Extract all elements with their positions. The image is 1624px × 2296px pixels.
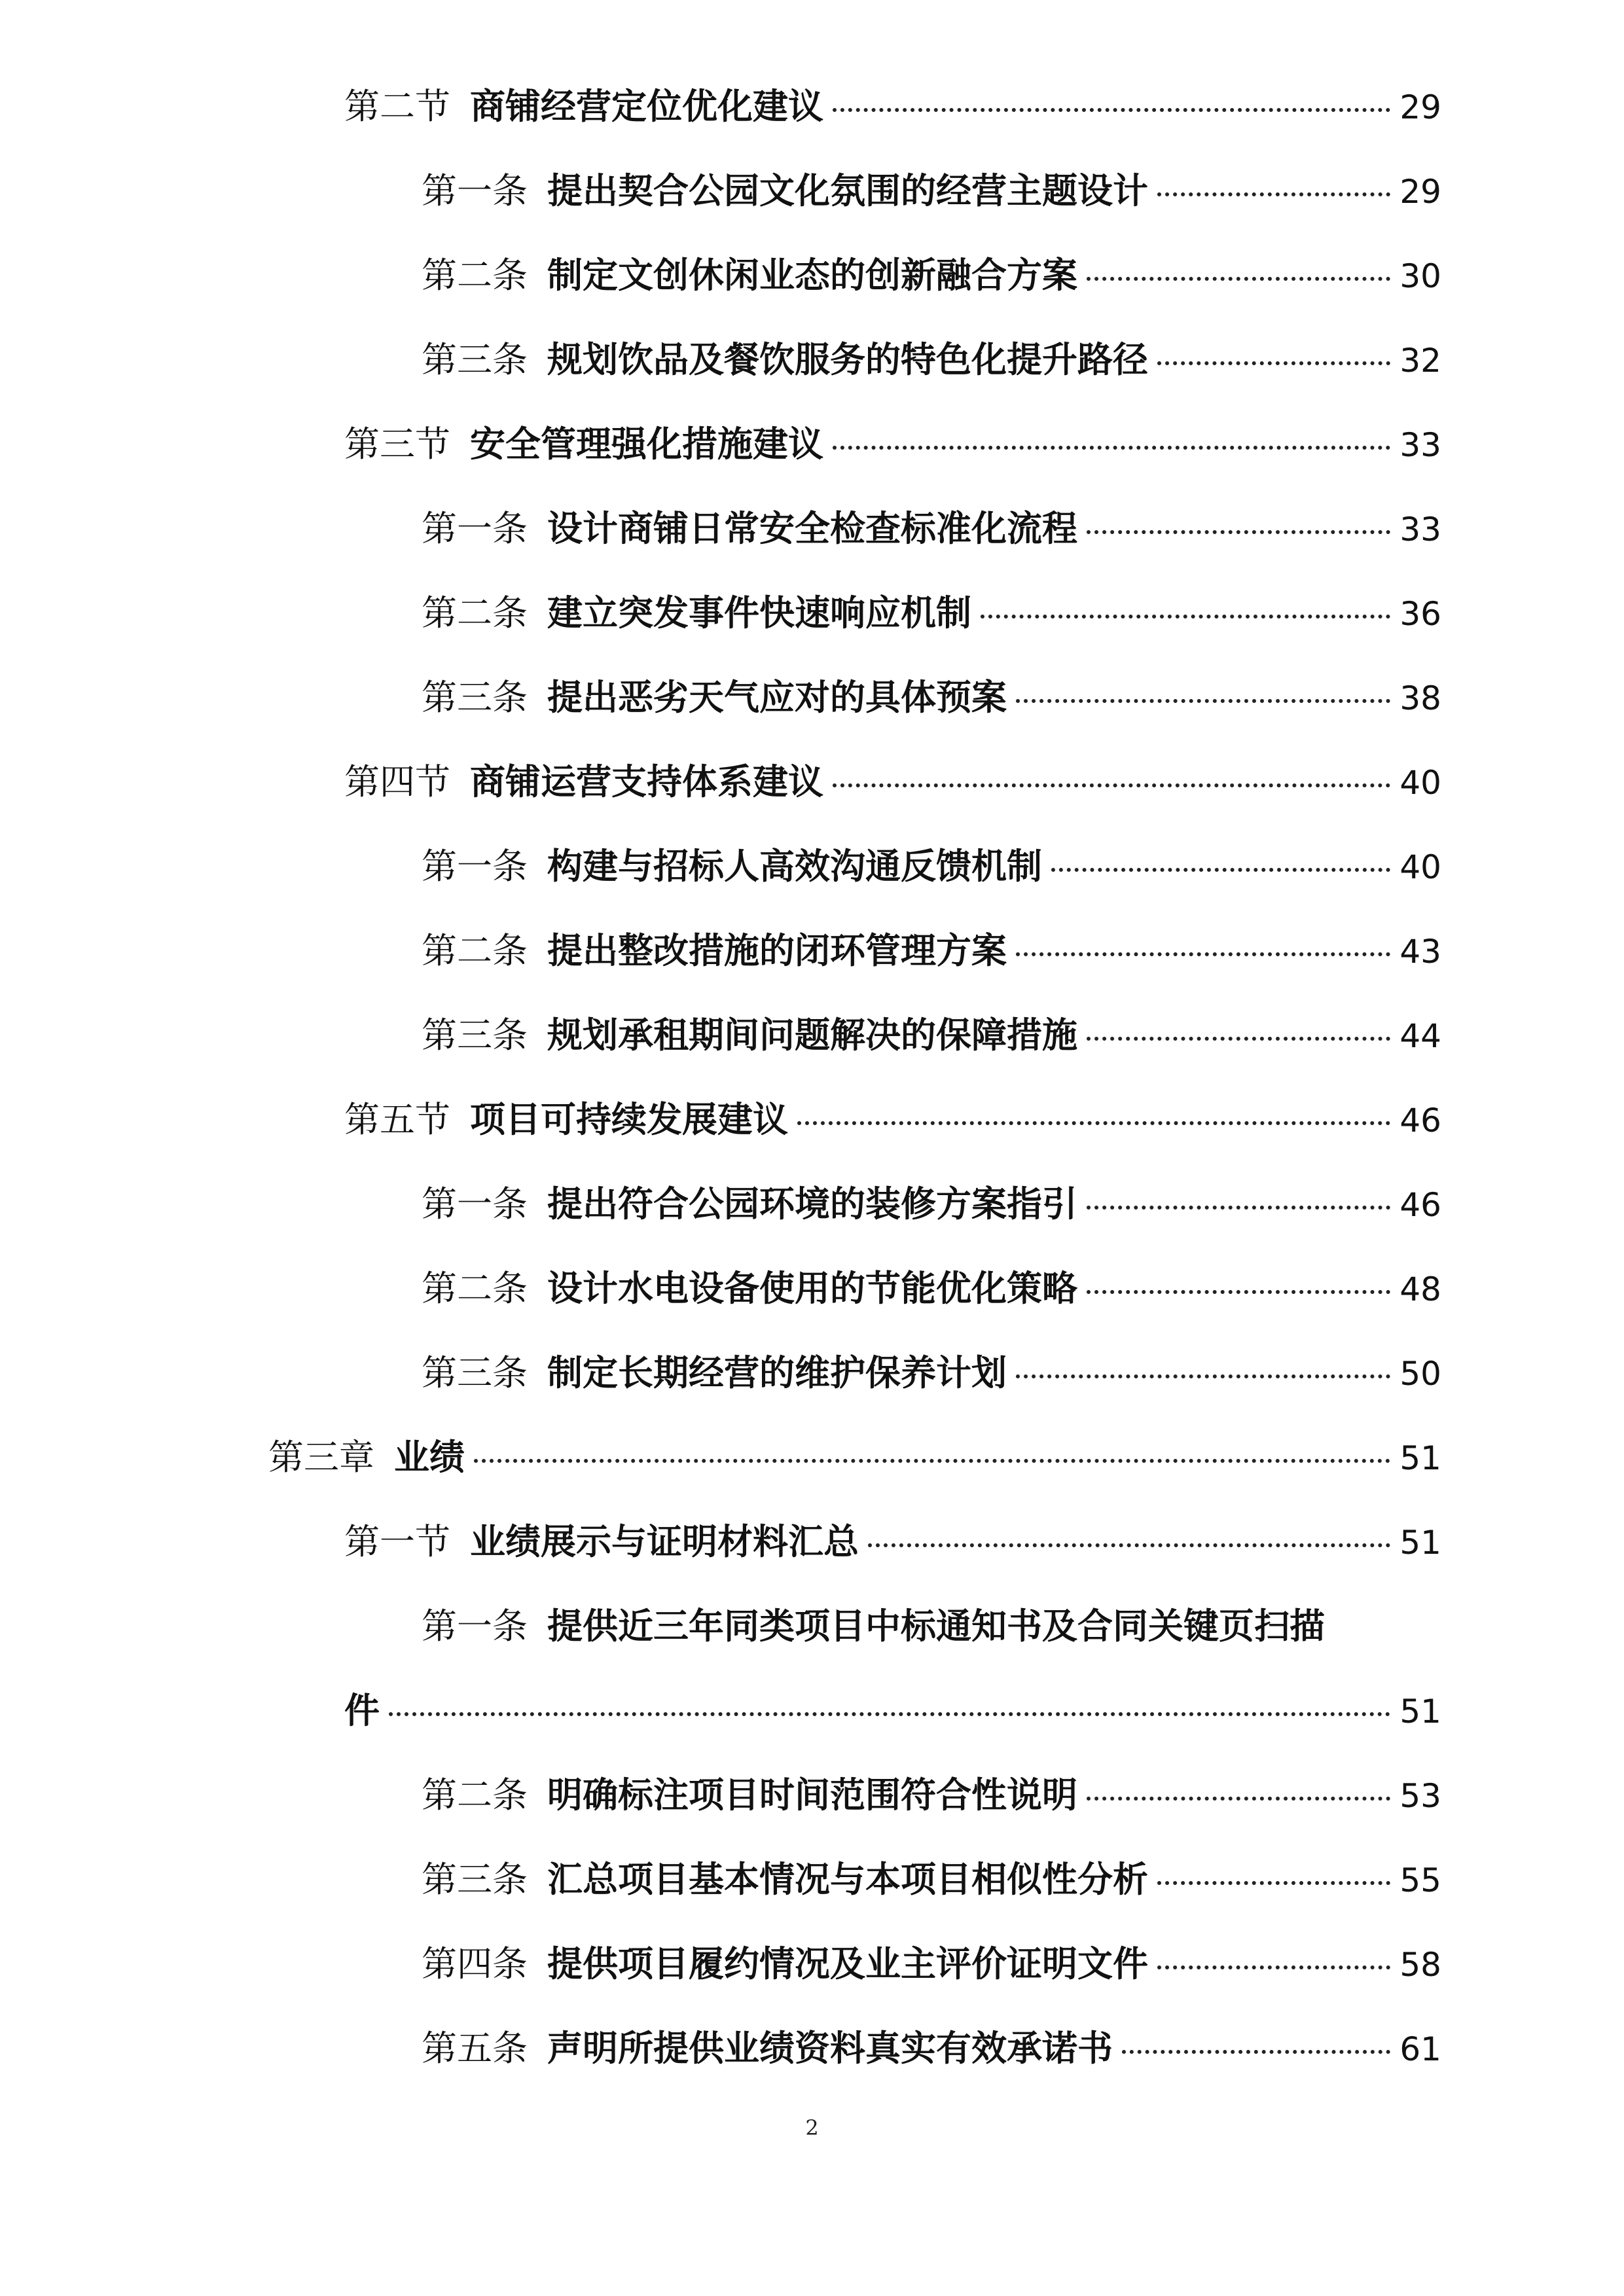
toc-entry-number: 第二条 [422, 592, 528, 634]
dot-leader [1016, 699, 1390, 703]
toc-entry-number: 第二节 [344, 86, 450, 127]
toc-entry-article[interactable] [422, 670, 1441, 728]
toc-entry-page: 46 [1399, 1102, 1441, 1139]
toc-entry-title: 安全管理强化措施建议 [470, 423, 823, 465]
dot-leader [1157, 361, 1390, 365]
toc-entry-title: 规划饮品及餐饮服务的特色化提升路径 [547, 338, 1148, 380]
toc-entry-article[interactable] [422, 1936, 1441, 1995]
toc-entry-title: 提供项目履约情况及业主评价证明文件 [547, 1943, 1148, 1984]
dot-leader [1087, 277, 1390, 281]
dot-leader [1087, 1797, 1390, 1801]
toc-entry-title: 构建与招标人高效沟通反馈机制 [547, 845, 1042, 887]
toc-entry-article[interactable] [422, 1852, 1441, 1910]
toc-entry-article[interactable] [422, 247, 1441, 306]
dot-leader [1016, 952, 1390, 956]
dot-leader [833, 783, 1390, 787]
toc-entry-number: 第二条 [422, 1268, 528, 1309]
toc-entry-number: 第三章 [268, 1437, 374, 1478]
toc-entry-title: 提供近三年同类项目中标通知书及合同关键页扫描 [547, 1605, 1325, 1647]
toc-entry-title: 商铺经营定位优化建议 [470, 85, 823, 127]
dot-leader [474, 1459, 1390, 1463]
dot-leader [833, 446, 1390, 450]
toc-entry-title-continuation: 件 [344, 1689, 380, 1731]
toc-entry-number: 第三节 [344, 423, 450, 465]
toc-entry-number: 第五条 [422, 2028, 528, 2069]
toc-entry-number: 第三条 [422, 339, 528, 380]
toc-entry-section[interactable] [344, 416, 1441, 475]
toc-entry-title: 制定文创休闲业态的创新融合方案 [547, 254, 1077, 296]
dot-leader [1016, 1374, 1390, 1378]
toc-entry-page: 53 [1399, 1777, 1441, 1815]
toc-entry-title: 提出整改措施的闭环管理方案 [547, 929, 1007, 971]
toc-entry-title: 设计商铺日常安全检查标准化流程 [547, 507, 1077, 549]
dot-leader [1157, 1965, 1390, 1969]
toc-entry-title: 声明所提供业绩资料真实有效承诺书 [547, 2027, 1113, 2069]
toc-entry-number: 第二条 [422, 930, 528, 971]
toc-entry-page: 51 [1399, 1439, 1441, 1477]
toc-entry-page: 51 [1399, 1693, 1441, 1731]
toc-entry-page: 36 [1399, 595, 1441, 633]
dot-leader [868, 1543, 1390, 1547]
toc-entry-page: 40 [1399, 848, 1441, 886]
toc-entry-page: 46 [1399, 1186, 1441, 1224]
toc-entry-number: 第四条 [422, 1943, 528, 1984]
toc-entry-article[interactable] [422, 501, 1441, 560]
toc-entry-title: 规划承租期间问题解决的保障措施 [547, 1014, 1077, 1056]
toc-entry-section[interactable] [344, 1092, 1441, 1151]
toc-entry-title: 业绩 [394, 1436, 465, 1478]
toc-entry-chapter[interactable] [268, 1429, 1441, 1488]
dot-leader [1157, 192, 1390, 196]
dot-leader [389, 1712, 1390, 1716]
dot-leader [1087, 1206, 1390, 1210]
toc-entry-section[interactable] [344, 79, 1441, 137]
dot-leader [1087, 1290, 1390, 1294]
toc-entry-title: 提出恶劣天气应对的具体预案 [547, 676, 1007, 718]
toc-entry-article-continuation[interactable] [344, 1683, 1441, 1742]
toc-entry-title: 汇总项目基本情况与本项目相似性分析 [547, 1858, 1148, 1900]
toc-entry-page: 44 [1399, 1017, 1441, 1055]
dot-leader [1087, 530, 1390, 534]
toc-entry-number: 第一条 [422, 1183, 528, 1225]
dot-leader [1122, 2050, 1390, 2054]
toc-entry-page: 43 [1399, 933, 1441, 971]
toc-entry-number: 第三条 [422, 1859, 528, 1900]
toc-entry-page: 29 [1399, 173, 1441, 211]
toc-entry-article[interactable] [422, 1007, 1441, 1066]
toc-entry-title: 设计水电设备使用的节能优化策略 [547, 1267, 1077, 1309]
toc-entry-page: 33 [1399, 511, 1441, 548]
toc-entry-article[interactable] [422, 1261, 1441, 1319]
dot-leader [797, 1121, 1390, 1125]
toc-entry-page: 58 [1399, 1946, 1441, 1984]
toc-entry-page: 29 [1399, 88, 1441, 126]
toc-entry-article[interactable] [422, 2020, 1441, 2079]
toc-entry-article[interactable] [422, 838, 1441, 897]
dot-leader [833, 108, 1390, 112]
dot-leader [1051, 868, 1390, 872]
toc-entry-article[interactable] [422, 332, 1441, 391]
toc-entry-title: 建立突发事件快速响应机制 [547, 592, 971, 634]
toc-entry-article[interactable] [422, 163, 1441, 222]
toc-entry-page: 30 [1399, 257, 1441, 295]
toc-entry-number: 第一条 [422, 1605, 528, 1647]
toc-entry-number: 第五节 [344, 1099, 450, 1140]
toc-entry-page: 40 [1399, 764, 1441, 802]
toc-entry-page: 48 [1399, 1270, 1441, 1308]
page-number: 2 [805, 2115, 819, 2140]
toc-entry-title: 商铺运营支持体系建议 [470, 761, 823, 802]
toc-entry-number: 第三条 [422, 1352, 528, 1393]
toc-entry-article[interactable] [422, 1767, 1441, 1826]
toc-entry-article[interactable] [422, 923, 1441, 982]
toc-entry-number: 第一条 [422, 170, 528, 211]
toc-entry-number: 第一条 [422, 508, 528, 549]
toc-entry-page: 33 [1399, 426, 1441, 464]
toc-entry-page: 32 [1399, 342, 1441, 380]
toc-entry-title: 项目可持续发展建议 [470, 1098, 788, 1140]
toc-entry-number: 第二条 [422, 1774, 528, 1816]
dot-leader [981, 615, 1390, 619]
toc-entry-page: 50 [1399, 1355, 1441, 1393]
toc-entry-number: 第四节 [344, 761, 450, 802]
toc-entry-page: 55 [1399, 1861, 1441, 1899]
toc-entry-number: 第一条 [422, 846, 528, 887]
toc-entry-page: 51 [1399, 1524, 1441, 1562]
toc-entry-article[interactable] [422, 1345, 1441, 1404]
toc-entry-number: 第三条 [422, 1014, 528, 1056]
dot-leader [1157, 1881, 1390, 1885]
toc-entry-title: 提出契合公园文化氛围的经营主题设计 [547, 170, 1148, 211]
toc-entry-title: 制定长期经营的维护保养计划 [547, 1352, 1007, 1393]
toc-entry-page: 61 [1399, 2030, 1441, 2068]
toc-entry-section[interactable] [344, 754, 1441, 813]
toc-entry-number: 第一节 [344, 1521, 450, 1562]
toc-entry-title: 业绩展示与证明材料汇总 [470, 1520, 859, 1562]
toc-entry-title: 明确标注项目时间范围符合性说明 [547, 1774, 1077, 1816]
toc-entry-number: 第二条 [422, 255, 528, 296]
toc-entry-number: 第三条 [422, 677, 528, 718]
toc-entry-page: 38 [1399, 679, 1441, 717]
dot-leader [1087, 1037, 1390, 1041]
toc-entry-article[interactable] [422, 1176, 1441, 1235]
toc-entry-article[interactable] [422, 585, 1441, 644]
toc-entry-title: 提出符合公园环境的装修方案指引 [547, 1183, 1077, 1225]
toc-entry-article[interactable] [422, 1598, 1325, 1657]
toc-entry-section[interactable] [344, 1514, 1441, 1573]
